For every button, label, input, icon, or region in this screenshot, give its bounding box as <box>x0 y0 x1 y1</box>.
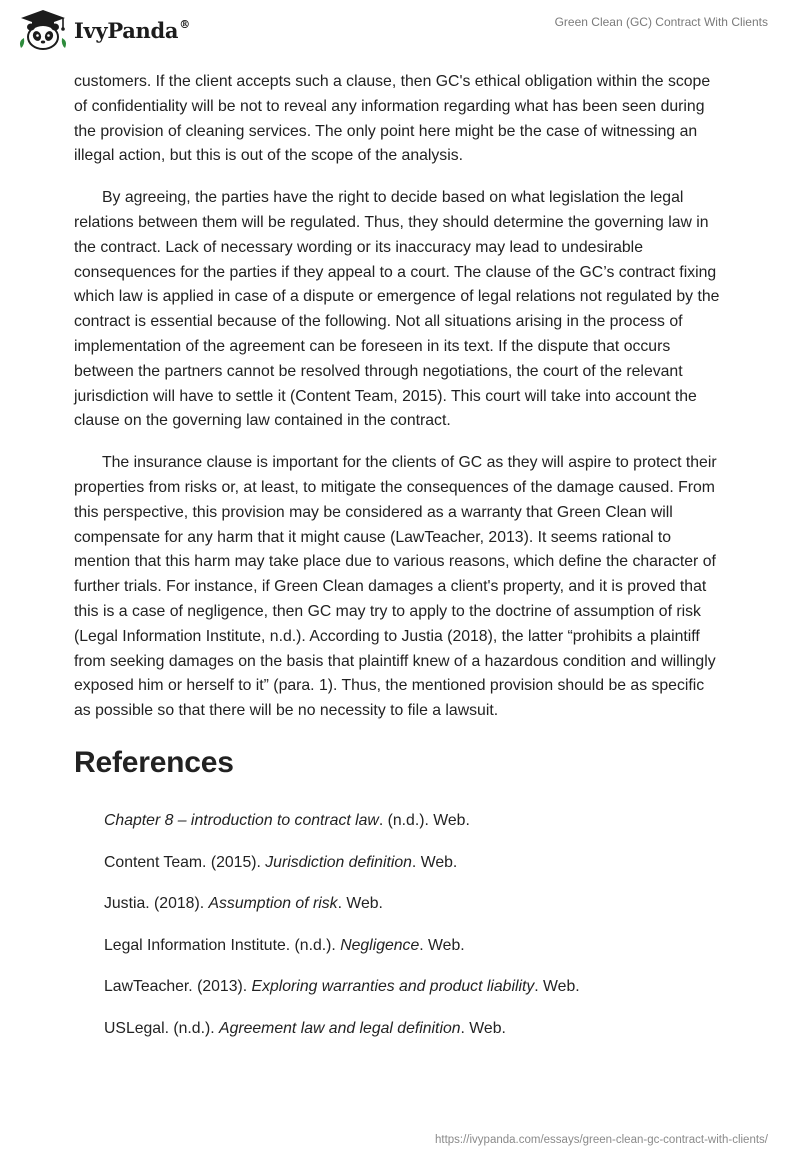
paragraph-1: customers. If the client accepts such a clause, then GC's ethical obligation within the scope of confidentiality will be not to reveal any information regarding what has been seen during the provision of cleaning services. The only point here might be the case of witnessing an illegal action, but this is out of the scope of the analysis. <box>74 73 711 165</box>
paragraph-2: By agreeing, the parties have the right to decide based on what legislation the legal relations between them will be regulated. Thus, they should determine the governing law in the contract. Lack of necessary wording or its inaccuracy may lead to undesirable consequences for the parties if they appeal to a court. The clause of the GC’s contract fixing which law is applied in case of a dispute or emergence of legal relations not regulated by the contract is essential because of the following. Not all situations arising in the process of implementation of the agreement can be foreseen in its text. If the dispute that occurs between the partners cannot be resolved through negotiations, the court of the relevant jurisdiction will have to settle it (Content Team, 2015). This court will take into account the clause on the governing law contained in the contract. <box>74 189 720 430</box>
references-heading: References <box>74 745 234 779</box>
reference-item: Content Team. (2015). Jurisdiction definition. Web. <box>104 853 458 871</box>
essay-body <box>74 70 724 1059</box>
paragraph-3: The insurance clause is important for the clients of GC as they will aspire to protect their properties from risks or, at least, to mitigate the consequences of the damage caused. From this perspective, this provision may be considered as a warranty that Green Clean will compensate for any harm that it might cause (LawTeacher, 2013). It seems rational to mention that this harm may take place due to various reasons, which define the character of further trials. For instance, if Green Clean damages a client's property, and it is proved that this is a case of negligence, then GC may try to apply to the doctrine of assumption of risk (Legal Information Institute, n.d.). According to Justia (2018), the latter “prohibits a plaintiff from seeking damages on the basis that plaintiff knew of a hazardous condition and willingly exposed him or herself to it” (para. 1). Thus, the mentioned provision should be as specific as possible so that there will be no necessity to file a lawsuit. <box>74 454 717 720</box>
source-url[interactable]: https://ivypanda.com/essays/green-clean-gc-contract-with-clients/ <box>434 1134 768 1146</box>
document-title: Green Clean (GC) Contract With Clients <box>554 15 768 29</box>
reference-item: LawTeacher. (2013). Exploring warranties and product liability. Web. <box>104 978 580 996</box>
brand-name: IvyPanda® <box>74 17 190 43</box>
reference-item: Legal Information Institute. (n.d.). Negligence. Web. <box>104 936 465 954</box>
page-header <box>0 0 800 70</box>
reference-item: Justia. (2018). Assumption of risk. Web. <box>104 895 383 913</box>
ivypanda-logo[interactable] <box>16 8 190 52</box>
reference-item: Chapter 8 – introduction to contract law. (n.d.). Web. <box>104 811 470 829</box>
reference-item: USLegal. (n.d.). Agreement law and legal definition. Web. <box>104 1019 506 1037</box>
panda-icon <box>16 8 70 52</box>
